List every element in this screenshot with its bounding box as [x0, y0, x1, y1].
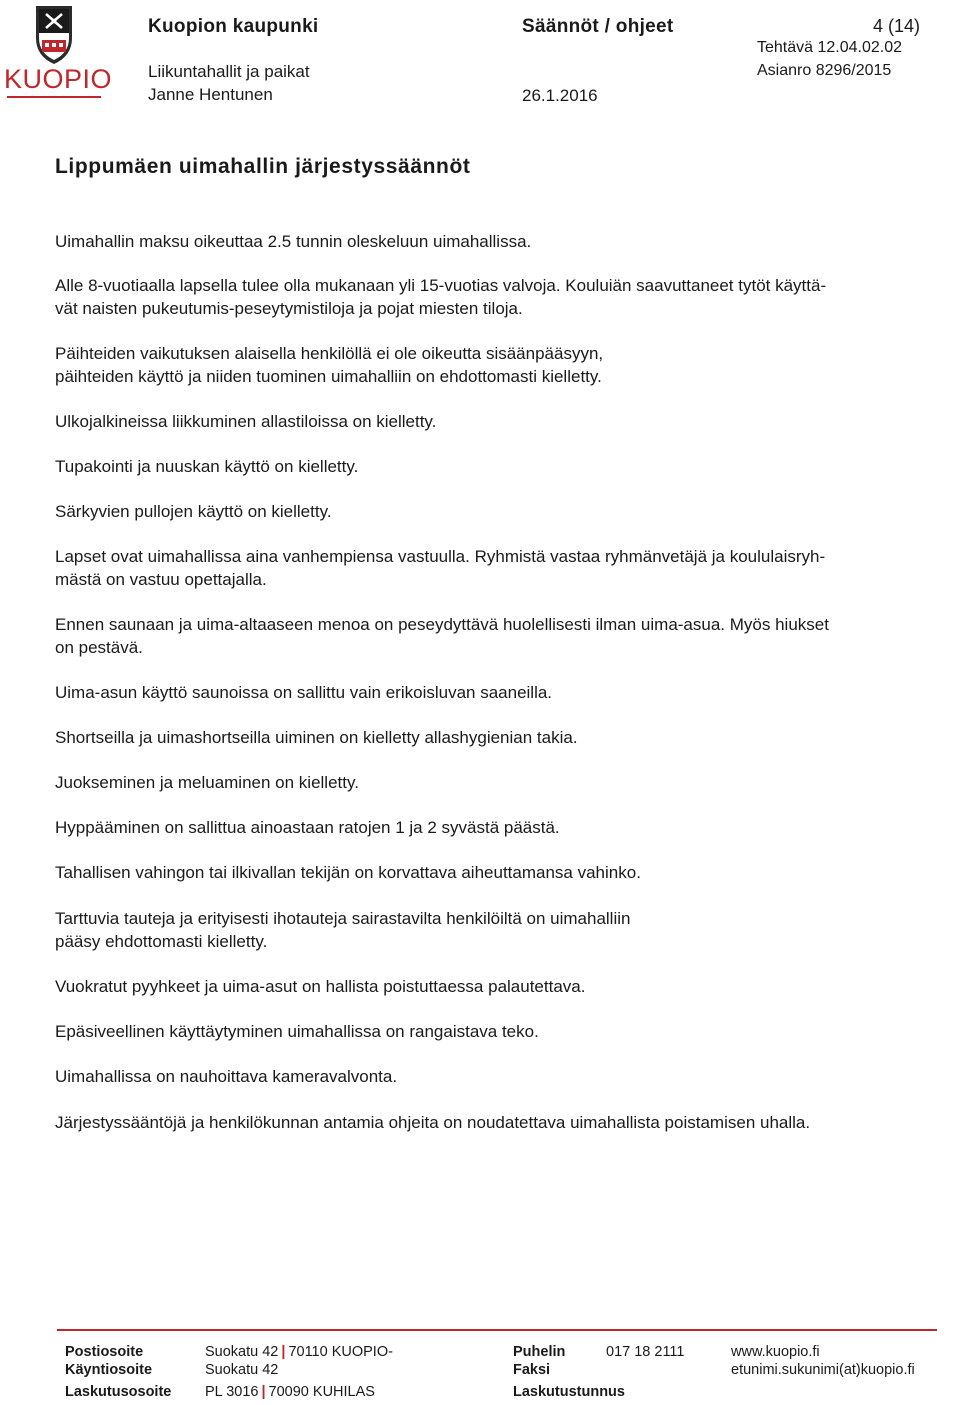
- footer-postal-street: Suokatu 42: [205, 1344, 279, 1360]
- footer-billing-city: 70090 KUHILAS: [268, 1384, 375, 1400]
- paragraph: Ulkojalkineissa liikkuminen allastiloissa on kielletty.: [55, 412, 437, 431]
- footer-phone-label: Puhelin: [513, 1344, 566, 1360]
- footer-website-link[interactable]: www.kuopio.fi: [731, 1344, 820, 1360]
- footer-divider: [57, 1329, 937, 1331]
- header-page: 4 (14): [873, 16, 921, 36]
- footer-billing-label: Laskutusosoite: [65, 1384, 172, 1400]
- footer-postal-label: Postiosoite: [65, 1344, 144, 1360]
- paragraph: Uima-asun käyttö saunoissa on sallittu vain erikoisluvan saaneilla.: [55, 683, 553, 702]
- footer-email-link[interactable]: etunimi.sukunimi(at)kuopio.fi: [731, 1362, 915, 1378]
- paragraph: Tahallisen vahingon tai ilkivallan tekijän on korvattava aiheuttamansa vahinko.: [55, 863, 641, 882]
- paragraph: Ennen saunaan ja uima-altaaseen menoa on peseydyttävä huolellisesti ilman uima-asua. Myös hiukset on pestävä.: [55, 615, 829, 657]
- footer-postal-value: [205, 1344, 393, 1360]
- paragraph: Juokseminen ja meluaminen on kielletty.: [55, 773, 359, 792]
- header-date: 26.1.2016: [522, 86, 598, 105]
- paragraph: Särkyvien pullojen käyttö on kielletty.: [55, 502, 332, 521]
- footer-billing-id-label: Laskutustunnus: [513, 1384, 625, 1400]
- footer-separator: |: [261, 1384, 266, 1400]
- paragraph: Tupakointi ja nuuskan käyttö on kielletty.: [55, 457, 359, 476]
- footer-visit-label: Käyntiosoite: [65, 1362, 153, 1378]
- logo-underline: [7, 96, 101, 98]
- header-task: Tehtävä 12.04.02.02: [757, 39, 903, 56]
- footer-separator: |: [281, 1344, 286, 1360]
- footer-visit-value: Suokatu 42: [205, 1362, 279, 1378]
- paragraph: Uimahallin maksu oikeuttaa 2.5 tunnin oleskeluun uimahallissa.: [55, 232, 532, 251]
- header-person: Janne Hentunen: [148, 85, 273, 104]
- paragraph: Lapset ovat uimahallissa aina vanhempiensa vastuulla. Ryhmistä vastaa ryhmänvetäjä ja koululaisryh- mästä on vastuu opettajalla.: [55, 547, 826, 589]
- header-org: Kuopion kaupunki: [148, 16, 319, 37]
- footer-billing-box: PL 3016: [205, 1384, 259, 1400]
- footer-postal-city: 70110 KUOPIO-: [288, 1344, 393, 1360]
- header-unit: Liikuntahallit ja paikat: [148, 62, 310, 81]
- paragraph: Epäsiveellinen käyttäytyminen uimahallissa on rangaistava teko.: [55, 1022, 539, 1041]
- paragraph: Hyppääminen on sallittua ainoastaan ratojen 1 ja 2 syvästä päästä.: [55, 818, 560, 837]
- logo-text: KUOPIO: [4, 64, 113, 94]
- coat-of-arms-icon: [4, 4, 104, 66]
- header-case: Asianro 8296/2015: [757, 62, 892, 79]
- paragraph: Uimahallissa on nauhoittava kameravalvonta.: [55, 1067, 398, 1086]
- footer-billing-value: [205, 1384, 375, 1400]
- page-title: Lippumäen uimahallin järjestyssäännöt: [55, 155, 471, 178]
- header-doc-type: Säännöt / ohjeet: [522, 16, 674, 37]
- paragraph: Järjestyssääntöjä ja henkilökunnan antamia ohjeita on noudatettava uimahallista poistamisen uhalla.: [55, 1113, 811, 1132]
- paragraph: Vuokratut pyyhkeet ja uima-asut on hallista poistuttaessa palautettava.: [55, 977, 586, 996]
- paragraph: Tarttuvia tauteja ja erityisesti ihotauteja sairastavilta henkilöiltä on uimahalliin pääsy ehdottomasti kielletty.: [55, 909, 631, 951]
- kuopio-logo: [4, 4, 113, 96]
- paragraph: Päihteiden vaikutuksen alaisella henkilöllä ei ole oikeutta sisäänpääsyyn, päihteiden käyttö ja niiden tuominen uimahalliin on ehdottomasti kielletty.: [55, 344, 604, 386]
- footer-fax-label: Faksi: [513, 1362, 551, 1378]
- paragraph: Shortseilla ja uimashortseilla uiminen on kielletty allashygienian takia.: [55, 728, 578, 747]
- paragraph: Alle 8-vuotiaalla lapsella tulee olla mukanaan yli 15-vuotias valvoja. Kouluiän saavuttaneet tytöt käyttä- vät naisten pukeutumis-peseytymistiloja ja pojat miesten tiloja.: [55, 276, 827, 318]
- footer-phone-value: 017 18 2111: [606, 1344, 685, 1360]
